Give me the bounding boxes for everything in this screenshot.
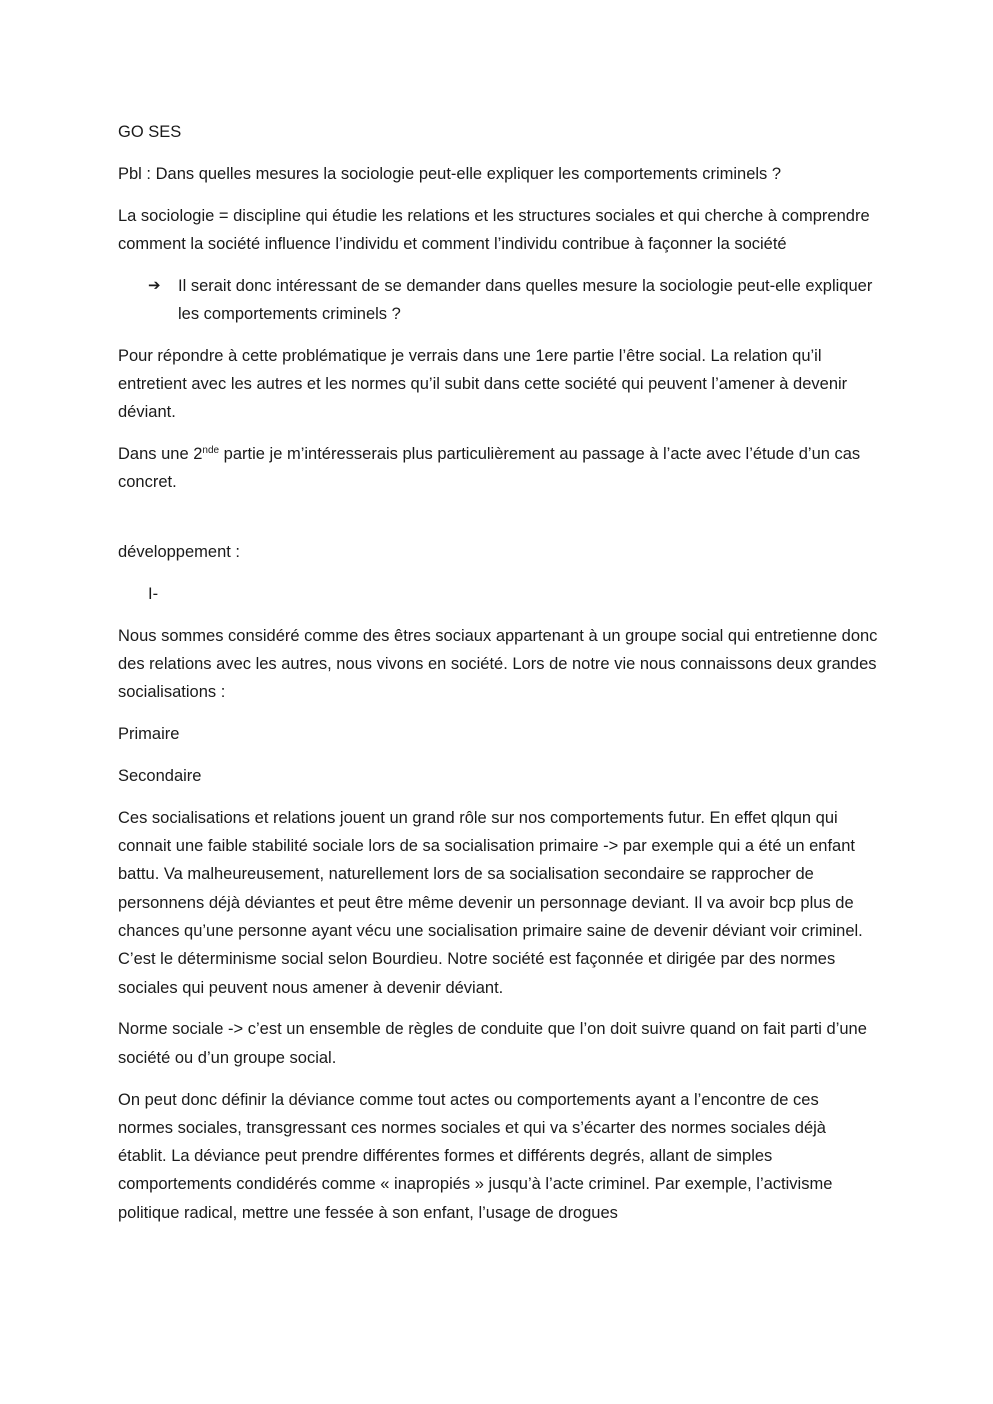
socialisation-primaire: Primaire <box>118 725 180 744</box>
development-heading: développement : <box>118 543 241 562</box>
superscript-nde: nde <box>202 445 220 457</box>
plan-part-two-end: partie je m’intéresserais plus particulièrement au passage à l’acte avec l’étude d’un cas concret. <box>118 445 861 492</box>
paragraph-social-beings: Nous sommes considéré comme des êtres sociaux appartenant à un groupe social qui entretienne donc des relations avec les autres, nous vivons en société. Lors de notre vie nous connaissons deux grandes socialisations : <box>118 626 878 702</box>
document-page <box>118 118 878 1241</box>
paragraph-deviance: On peut donc définir la déviance comme tout actes ou comportements ayant a l’encontre de ces normes sociales, transgressant ces normes sociales et qui va s’écarter des normes sociales déjà établit. La déviance peut prendre différentes formes et différents degrés, allant de simples comportements condidérés comme « inapropiés » jusqu’à l’acte criminel. Par exemple, l’activisme politique radical, mettre une fessée à son enfant, l’usage de drogues <box>118 1090 833 1222</box>
arrow-list-text: Il serait donc intéressant de se demander dans quelles mesure la sociologie peut-elle expliquer les comportements criminels ? <box>178 276 873 323</box>
sociologie-definition: La sociologie = discipline qui étudie les relations et les structures sociales et qui cherche à comprendre comment la société influence l’individu et comment l’individu contribue à façonner la société <box>118 206 870 253</box>
document-title: GO SES <box>118 123 182 141</box>
arrow-right-icon: ➔ <box>148 276 161 294</box>
plan-part-two-start: Dans une 2 <box>118 445 203 464</box>
blank-line <box>118 510 878 538</box>
plan-part-two <box>118 440 878 497</box>
plan-part-one: Pour répondre à cette problématique je verrais dans une 1ere partie l’être social. La relation qu’il entretient avec les autres et les normes qu’il subit dans cette société qui peuvent l’amener à devenir déviant. <box>118 346 848 422</box>
paragraph-socialisations: Ces socialisations et relations jouent un grand rôle sur nos comportements futur. En effet qlqun qui connait une faible stabilité sociale lors de sa socialisation primaire -> par exemple qui a été un enfant battu. Va malheureusement, naturellement lors de sa socialisation secondaire se rapprocher de personnens déjà déviantes et peut être même devenir un personnage deviant. Il va avoir bcp plus de chances qu’une personne ayant vécu une socialisation primaire saine de devenir déviant voir criminel. C’est le déterminisme social selon Bourdieu. Notre société est façonnée et dirigée par des normes sociales qui peuvent nous amener à devenir déviant. <box>118 808 863 997</box>
section-one-number: I- <box>148 585 159 604</box>
paragraph-norme-sociale: Norme sociale -> c’est un ensemble de règles de conduite que l’on doit suivre quand on fait parti d’une société ou d’un groupe social. <box>118 1020 867 1067</box>
socialisation-secondaire: Secondaire <box>118 767 202 786</box>
problematique: Pbl : Dans quelles mesures la sociologie peut-elle expliquer les comportements criminels ? <box>118 164 782 183</box>
arrow-list-item <box>148 272 878 329</box>
